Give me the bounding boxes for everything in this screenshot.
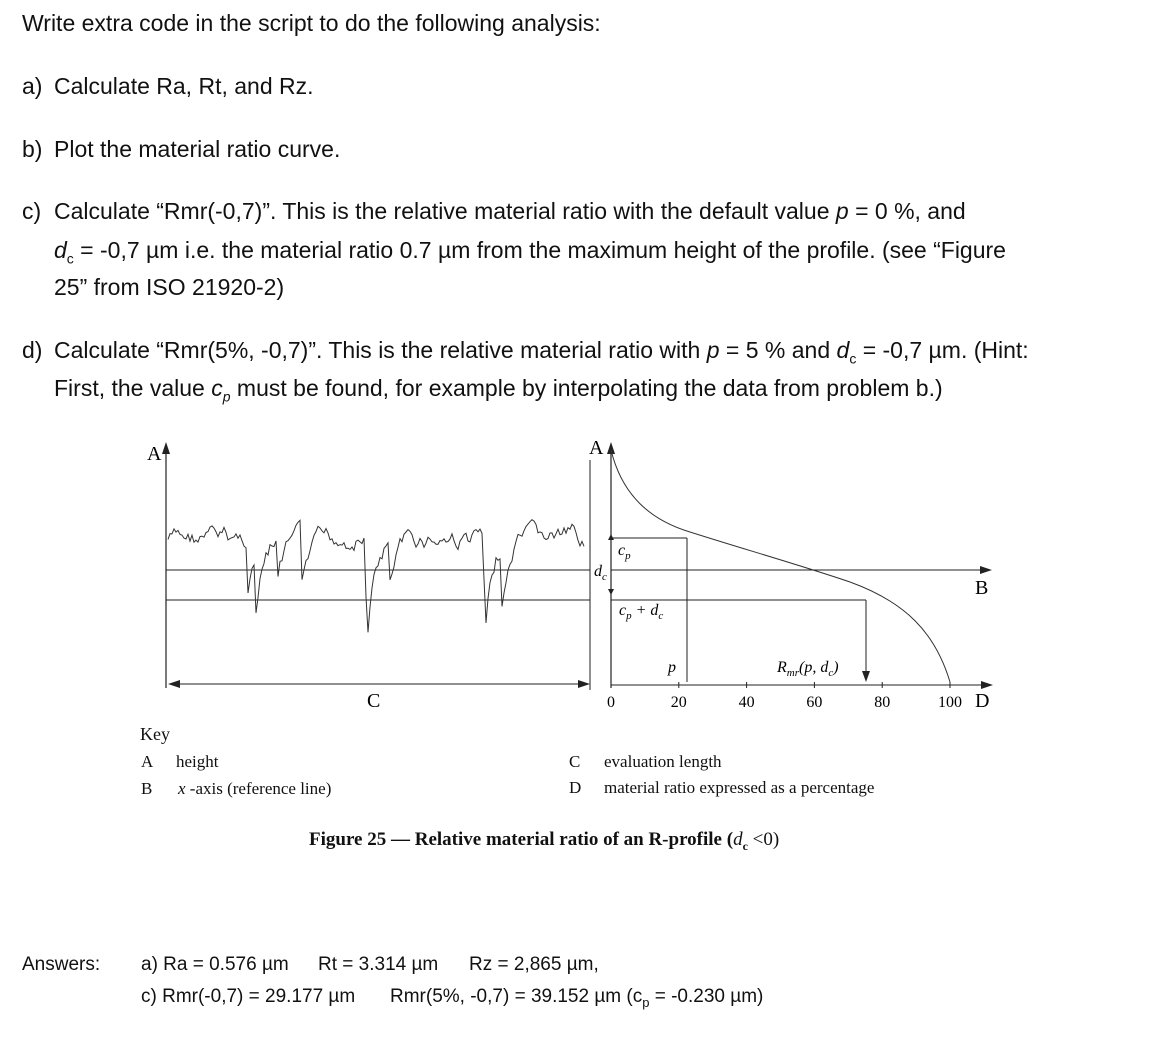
- right-a-arrow: [607, 442, 615, 454]
- label-c: C: [367, 690, 381, 712]
- key-desc-b: x -axis (reference line): [178, 779, 332, 798]
- label-b: B: [975, 577, 989, 599]
- task-b-text: Plot the material ratio curve.: [54, 136, 341, 162]
- profile-panel: [147, 442, 590, 712]
- left-a-arrow: [162, 442, 170, 454]
- cp-arrow: [608, 534, 614, 540]
- figure-caption: Figure 25 — Relative material ratio of an R-profile $(d_c <0)$: [309, 829, 780, 853]
- dc-arrow: [608, 589, 614, 595]
- task-a-text: Calculate Ra, Rt, and Rz.: [54, 73, 314, 99]
- instructions-heading: Write extra code in the script to do the following analysis:: [22, 10, 601, 36]
- material-ratio-ticks: [607, 682, 962, 711]
- key-letter-c: C: [569, 752, 581, 771]
- task-b: [22, 136, 341, 163]
- task-c: [22, 198, 966, 225]
- rmr-arrow: [862, 671, 870, 682]
- label-a-right: A: [589, 437, 604, 459]
- answer-rz: Rz = 2,865 µm,: [469, 954, 599, 975]
- key-desc-a: height: [176, 752, 219, 771]
- abbott-firestone-curve: [611, 450, 950, 682]
- key-desc-d: material ratio expressed as a percentage: [604, 778, 875, 797]
- task-c-line3: 25” from ISO 21920-2): [54, 274, 285, 300]
- label-cp: $c_p$: [618, 542, 631, 562]
- label-d: D: [975, 690, 990, 712]
- label-cp-plus-dc: $c_p + d_c$: [619, 602, 664, 622]
- label-dc: $d_c$: [594, 563, 607, 583]
- x-tick-label: 40: [738, 694, 755, 711]
- r-profile-curve: [168, 520, 584, 633]
- task-a-label: a): [22, 73, 43, 99]
- x-tick-label: 20: [670, 694, 687, 711]
- x-tick-label: 60: [806, 694, 823, 711]
- answers-label: Answers:: [22, 954, 101, 975]
- eval-left-arrow: [168, 680, 180, 688]
- task-b-label: b): [22, 136, 43, 162]
- answer-rt: Rt = 3.314 µm: [318, 954, 439, 975]
- task-d-line1: Calculate “Rmr(5%, -0,7)”. This is the relative material ratio with p = 5 % and $d_c = -0,7$ µm. (Hint:: [54, 337, 1029, 367]
- answer-rmr-07: c) Rmr(-0,7) = 29.177 µm: [141, 986, 356, 1007]
- eval-right-arrow: [578, 680, 590, 688]
- task-d: [22, 337, 1029, 367]
- key-letter-d: D: [569, 778, 582, 797]
- b-arrow: [980, 566, 992, 574]
- task-c-line2: $d_c = -0,7$ µm i.e. the material ratio 0.7 µm from the maximum height of the profile. (see “Figure: [54, 237, 1006, 267]
- task-c-line1: Calculate “Rmr(-0,7)”. This is the relative material ratio with the default value p = 0 %, and: [54, 198, 966, 224]
- task-a: [22, 73, 314, 100]
- task-c-label: c): [22, 198, 42, 224]
- task-d-line2: First, the value $c_p$ must be found, for example by interpolating the data from problem b.): [54, 375, 943, 405]
- key-letter-a: A: [141, 752, 154, 771]
- key-desc-c: evaluation length: [604, 752, 722, 771]
- material-ratio-panel: [589, 437, 993, 712]
- x-tick-label: 0: [607, 694, 615, 711]
- label-a-left: A: [147, 443, 162, 465]
- x-tick-label: 100: [938, 694, 962, 711]
- x-tick-label: 80: [874, 694, 891, 711]
- figure-25: [0, 420, 1156, 750]
- label-p: p: [668, 659, 676, 676]
- key-title: Key: [140, 724, 170, 744]
- key-letter-b: B: [141, 779, 153, 798]
- d-axis-arrow: [981, 681, 993, 689]
- answer-ra: a) Ra = 0.576 µm: [141, 954, 289, 975]
- label-rmr: $R_{mr}(p$, $d_c$): [777, 659, 839, 679]
- answer-rmr-5-07: Rmr(5%, -0,7) = 39.152 µm ($c_p = -0.230$ µm): [390, 986, 764, 1010]
- task-d-label: d): [22, 337, 43, 363]
